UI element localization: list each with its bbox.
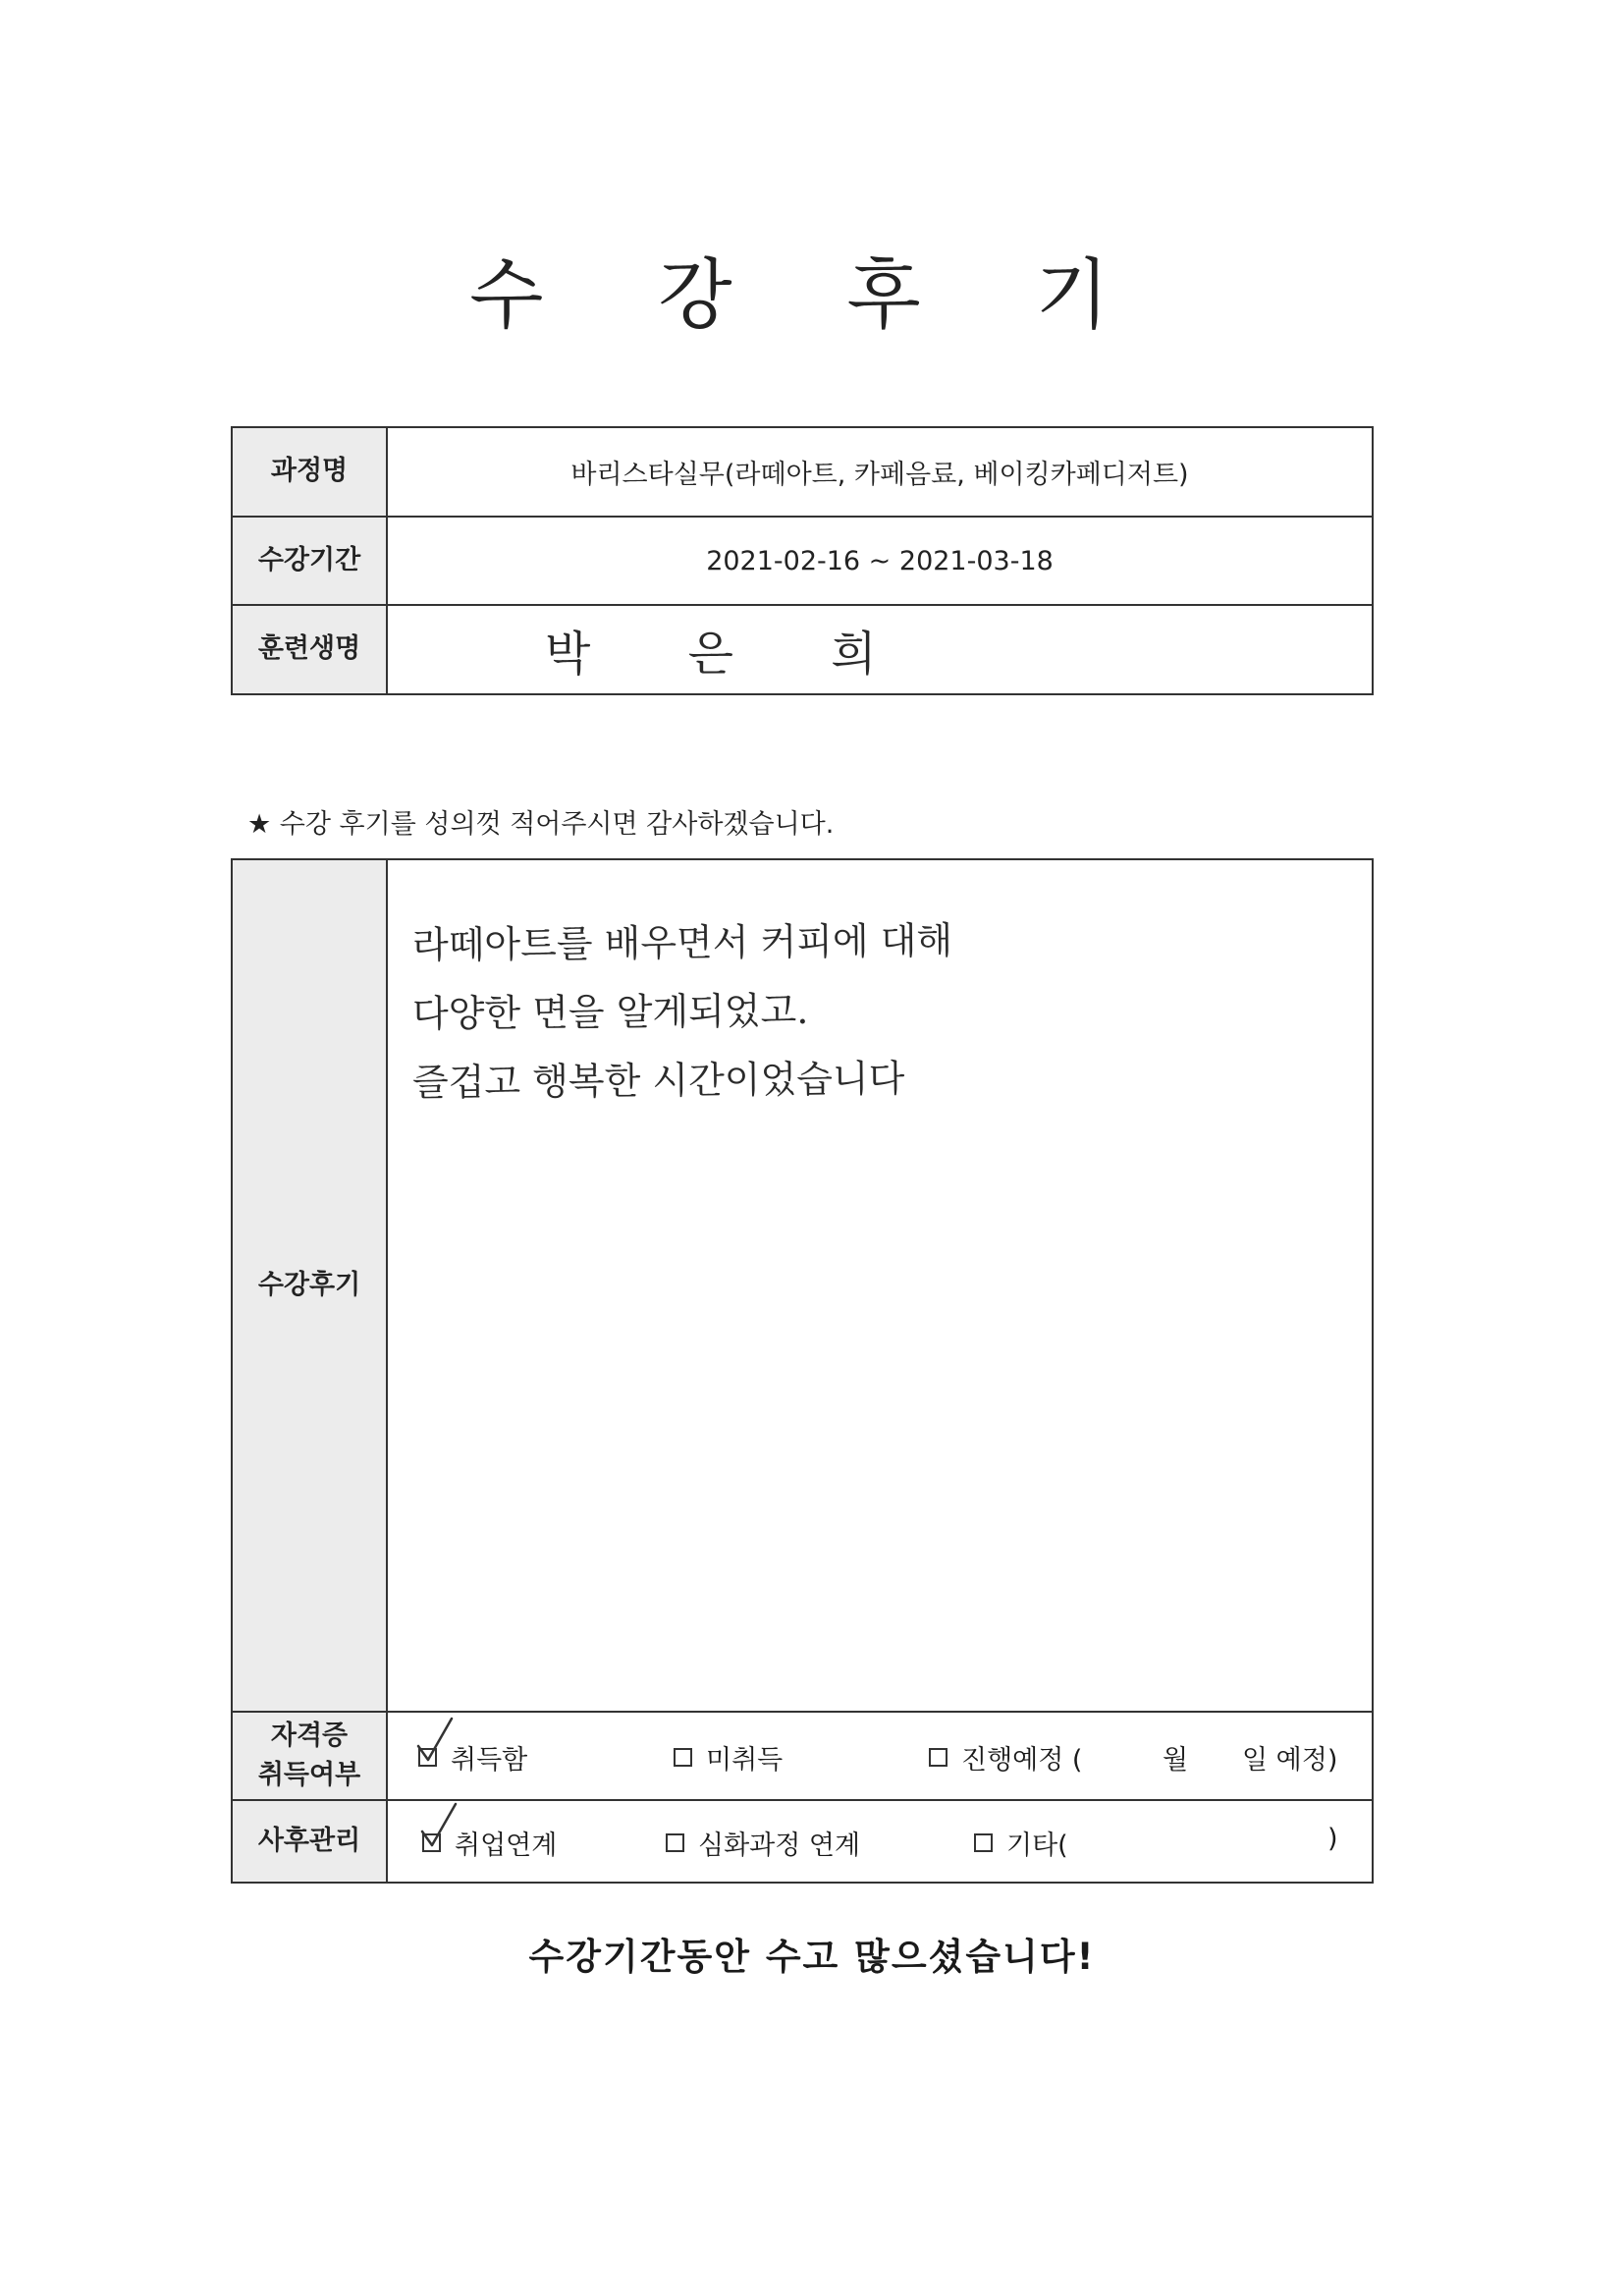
month-label: 월 <box>1163 1745 1189 1776</box>
review-line: 라떼아트를 배우면서 커피에 대해 <box>411 918 953 967</box>
option-label: 취업연계 <box>455 1831 558 1861</box>
review-handwritten-text <box>412 908 952 1115</box>
certificate-options <box>388 1713 1372 1799</box>
check-mark-icon <box>420 1802 460 1851</box>
checkbox-planned[interactable] <box>929 1748 947 1767</box>
review-label: 수강후기 <box>233 860 388 1711</box>
period-value: 2021-02-16 ~ 2021-03-18 <box>706 545 1054 576</box>
trainee-row <box>233 606 1372 693</box>
aftercare-option-other[interactable] <box>974 1824 1068 1862</box>
certificate-option-planned[interactable] <box>929 1738 1082 1777</box>
certificate-label-line1: 자격증 <box>270 1720 349 1751</box>
review-line: 다양한 면을 알게되었고. <box>411 988 809 1036</box>
option-label: 취득함 <box>451 1745 528 1776</box>
aftercare-label: 사후관리 <box>233 1801 388 1882</box>
aftercare-option-employment[interactable] <box>422 1824 557 1862</box>
certificate-option-acquired[interactable] <box>418 1738 527 1777</box>
option-label: 진행예정 ( <box>961 1745 1083 1776</box>
option-label: 심화과정 연계 <box>698 1831 861 1861</box>
document-title: 수 강 후 기 <box>469 251 1155 340</box>
instruction-note: ★ 수강 후기를 성의껏 적어주시면 감사하겠습니다. <box>247 809 835 840</box>
option-label: 기타( <box>1006 1831 1068 1861</box>
checkbox-employment[interactable] <box>422 1833 441 1852</box>
course-value: 바리스타실무(라떼아트, 카페음료, 베이킹카페디저트) <box>570 460 1189 490</box>
checkbox-not-acquired[interactable] <box>674 1748 692 1767</box>
option-label: 미취득 <box>706 1745 784 1776</box>
check-mark-icon <box>416 1717 456 1766</box>
info-table <box>231 426 1374 695</box>
footer-message: 수강기간동안 수고 많으셨습니다! <box>528 1936 1096 1978</box>
day-label: 일 예정) <box>1242 1745 1338 1776</box>
checkbox-acquired[interactable] <box>418 1748 437 1767</box>
review-line: 즐겁고 행복한 시간이었습니다 <box>411 1057 905 1105</box>
course-label: 과정명 <box>233 428 388 516</box>
certificate-row <box>233 1713 1372 1801</box>
aftercare-option-advanced[interactable] <box>666 1824 860 1862</box>
checkbox-advanced[interactable] <box>666 1833 684 1852</box>
checkbox-other[interactable] <box>974 1833 993 1852</box>
certificate-label <box>233 1713 388 1799</box>
period-row <box>233 518 1372 606</box>
period-label: 수강기간 <box>233 518 388 604</box>
trainee-name-handwritten: 박 은 희 <box>545 627 918 682</box>
certificate-label-line2: 취득여부 <box>257 1760 361 1790</box>
certificate-option-not-acquired[interactable] <box>674 1738 783 1777</box>
other-close-paren: ) <box>1327 1824 1338 1854</box>
course-row <box>233 428 1372 518</box>
trainee-label: 훈련생명 <box>233 606 388 693</box>
